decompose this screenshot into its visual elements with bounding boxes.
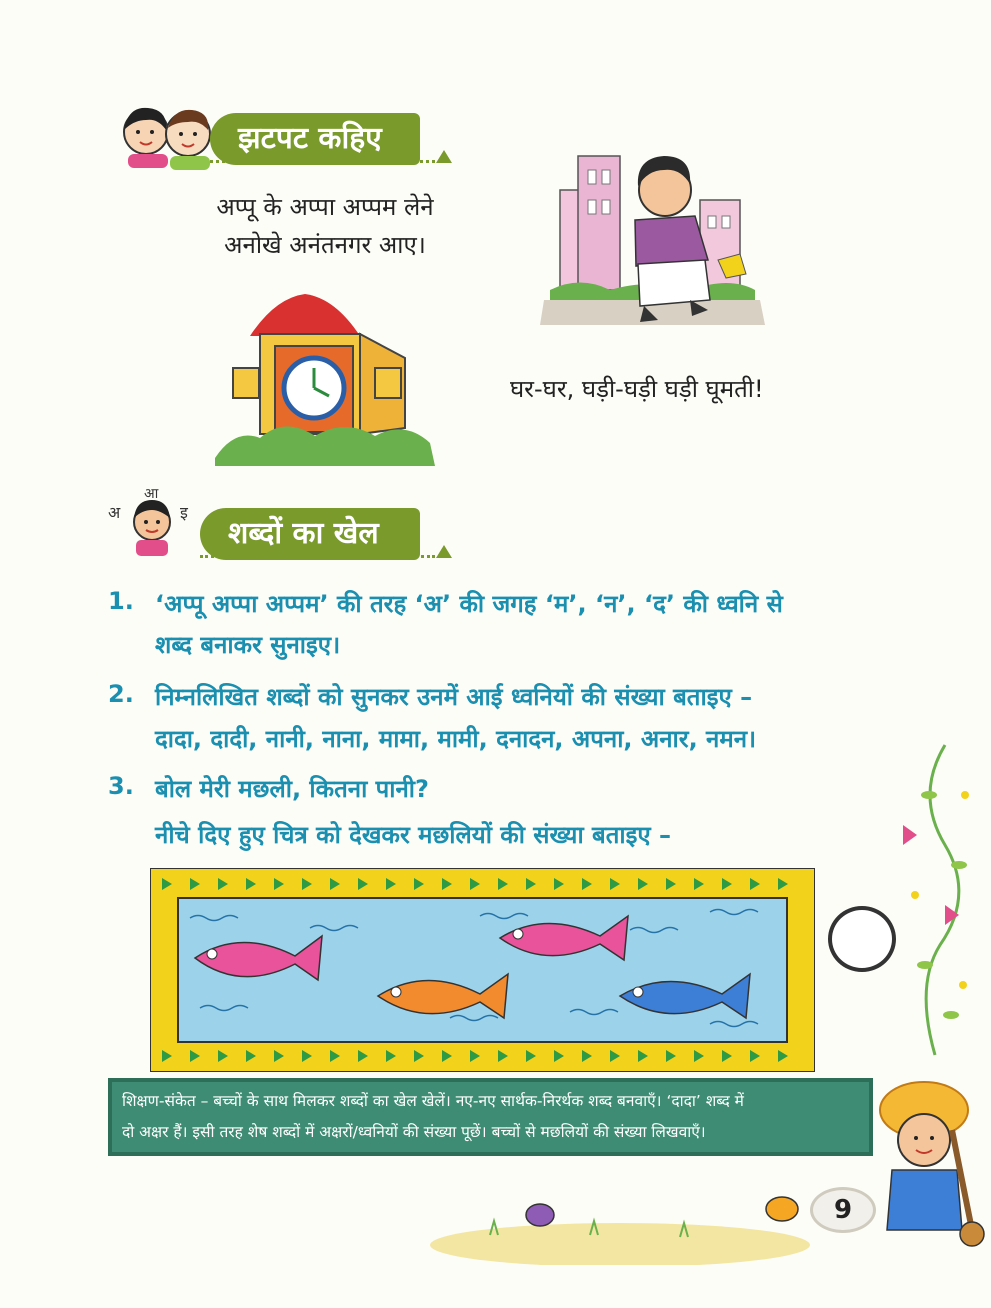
verse-2: घर-घर, घड़ी-घड़ी घड़ी घूमती!	[510, 375, 764, 403]
question-1-line-1: ‘अप्पू अप्पा अप्पम’ की तरह ‘अ’ की जगह ‘म’, ‘न’, ‘द’ की ध्वनि से	[155, 590, 783, 618]
question-2-number: 2.	[108, 680, 134, 708]
svg-text:आ: आ	[144, 488, 159, 502]
section-title-jhatpat: झटपट कहिए	[210, 113, 420, 165]
teaching-note-line-1: शिक्षण-संकेत – बच्चों के साथ मिलकर शब्दों का खेल खेलें। नए-नए सार्थक-निरर्थक शब्द बनवाएँ। ‘दादा’ शब्द में	[122, 1092, 744, 1110]
teaching-note-line-2: दो अक्षर हैं। इसी तरह शेष शब्दों में अक्षरों/ध्वनियों की संख्या पूछें। बच्चों से मछलियों की संख्या लिखवाएँ।	[122, 1123, 706, 1141]
svg-text:इ: इ	[180, 503, 188, 522]
clock-house-illustration	[215, 288, 450, 473]
banner-underline	[210, 160, 435, 163]
page-number: 9	[810, 1187, 876, 1233]
verse-1-line-1: अप्पू के अप्पा अप्पम लेने	[216, 193, 434, 221]
fish-painting	[150, 868, 815, 1072]
verse-1-line-2: अनोखे अनंतनगर आए।	[224, 231, 426, 259]
svg-text:अ: अ	[108, 503, 121, 522]
walking-man-illustration	[540, 150, 770, 335]
question-3-number: 3.	[108, 772, 134, 800]
question-3-line-1: बोल मेरी मछली, कितना पानी?	[155, 775, 429, 803]
verse-1	[180, 188, 470, 264]
question-2-line-1: निम्नलिखित शब्दों को सुनकर उनमें आई ध्वनियों की संख्या बताइए –	[155, 683, 753, 711]
ground-birds-decoration	[430, 1175, 810, 1265]
section-title-shabdon-ka-khel: शब्दों का खेल	[200, 508, 420, 560]
banner-underline-2	[200, 555, 435, 558]
vine-decoration	[885, 735, 985, 1065]
triangle-icon	[436, 150, 452, 163]
question-3-line-2: नीचे दिए हुए चित्र को देखकर मछलियों की संख्या बताइए –	[155, 821, 672, 849]
girl-vowels-illustration	[100, 488, 200, 558]
question-2-line-2: दादा, दादी, नानी, नाना, मामा, मामी, दनादन, अपना, अनार, नमन।	[155, 725, 757, 753]
question-1-number: 1.	[108, 587, 134, 615]
triangle-icon-2	[436, 545, 452, 558]
musician-illustration	[862, 1070, 987, 1250]
teaching-note	[108, 1078, 873, 1156]
question-1-line-2: शब्द बनाकर सुनाइए।	[155, 631, 341, 659]
